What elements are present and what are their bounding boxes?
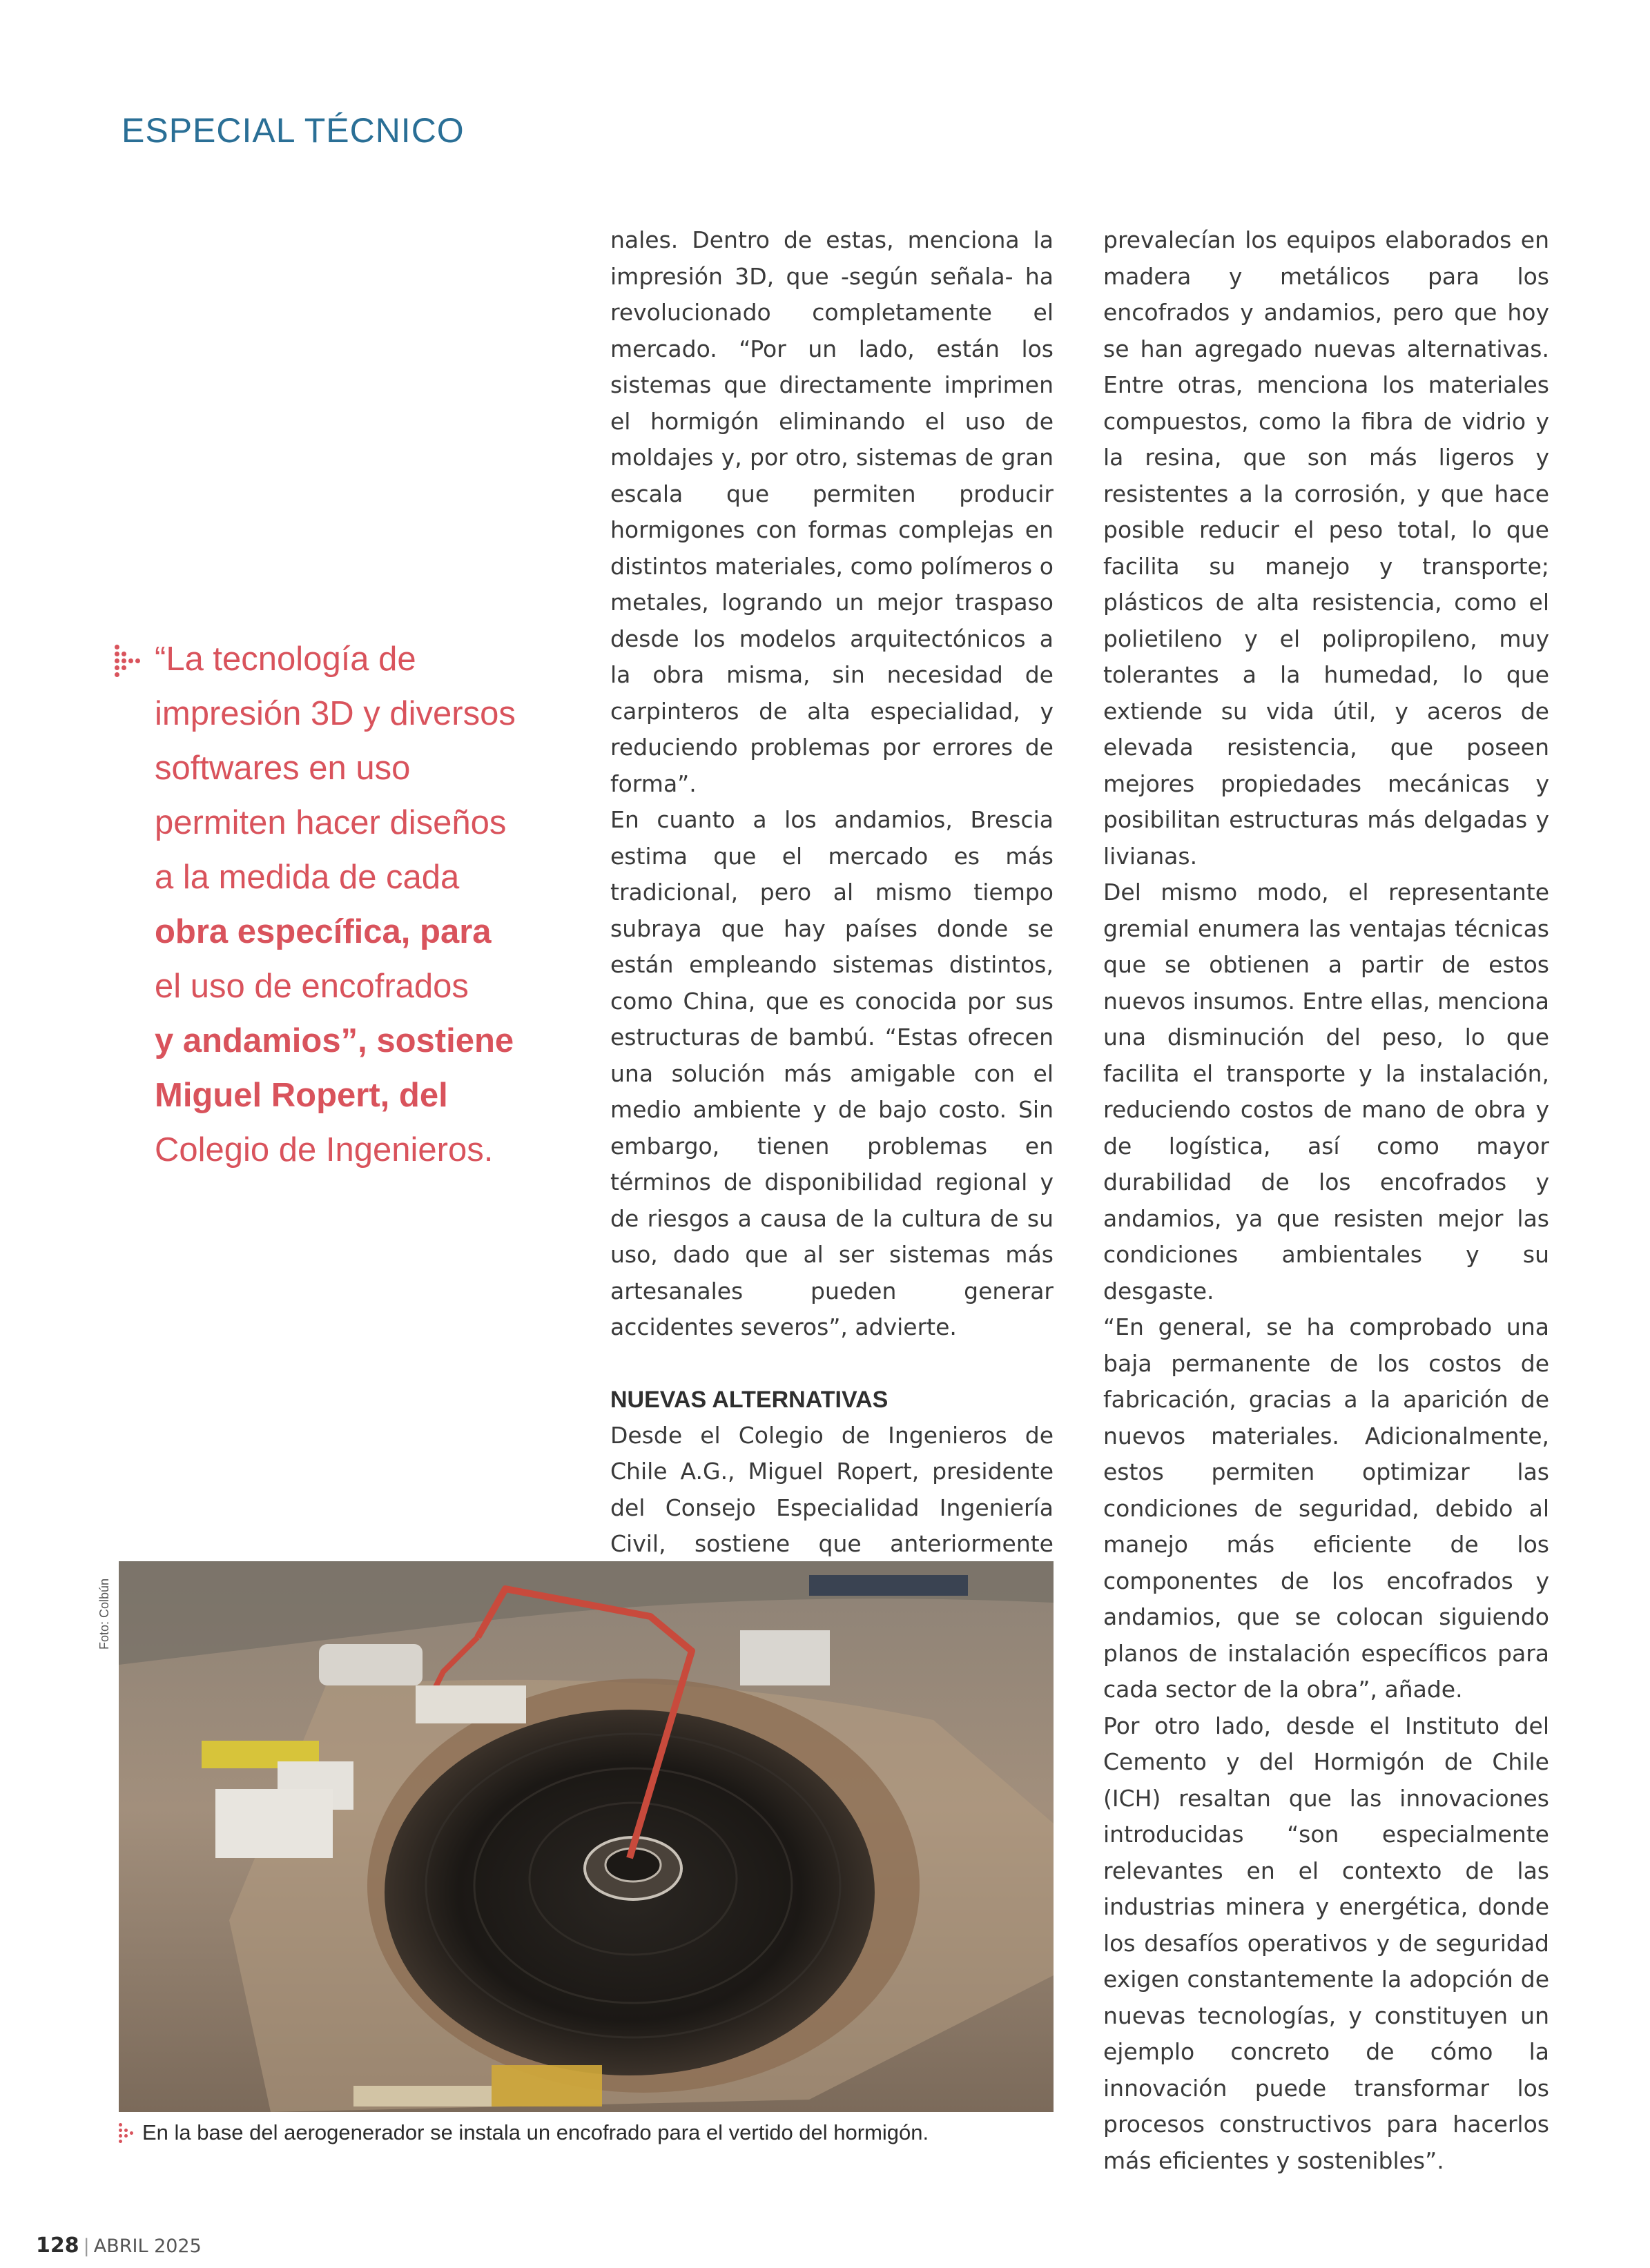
paragraph: “En general, se ha comprobado una baja permanente de los costos de fabricación, gracias a la aparición de nuevos materiales. Adicionalmente, estos permiten optimizar las condiciones de seguridad, debido al manejo más eficiente de los componentes de los encofrados y andamios, que se colocan siguiendo planos de instalación específicos para cada sector de la obra”, añade. [1103,1313,1549,1703]
paragraph: Desde el Colegio de Ingenieros de Chile A.G., Miguel Ropert, presidente del Consejo Especialidad Ingeniería Civil, sostiene que anteriormente [610,1421,1054,1557]
pull-quote-line: “La tecnología de [155,641,416,678]
pull-quote-text [155,632,556,1177]
photo-caption [119,2120,1058,2145]
pull-quote-line: impresión 3D y diversos [155,695,516,732]
aerial-site-image [119,1561,1054,2112]
subheading: NUEVAS ALTERNATIVAS [610,1386,889,1413]
paragraph: En cuanto a los andamios, Brescia estima que el mercado es más tradicional, pero al mismo tiempo subraya que hay países donde se están empleando sistemas distintos, como China, que es conocida por sus estructuras de bambú. “Estas ofrecen una solución más amigable con el medio ambiente y de bajo costo. Sin embargo, tienen problemas en términos de disponibilidad regional y de riesgos a causa de la cultura de su uso, dado que al ser sistemas más artesanales pueden generar accidentes severos”, advierte. [610,806,1054,1340]
pull-quote-line: y andamios”, sostiene [155,1022,514,1059]
construction-photo [119,1561,1054,2112]
paragraph: nales. Dentro de estas, menciona la impresión 3D, que -según señala- ha revolucionado completamente el mercado. “Por un lado, están los sistemas que directamente imprimen el hormigón eliminando el uso de moldajes y, por otro, sistemas de gran escala que permiten producir hormigones con formas complejas en distintos materiales, como polímeros o metales, logrando un mejor traspaso desde los modelos arquitectónicos a la obra misma, sin necesidad de carpinteros de alta especialidad, y reduciendo problemas por errores de forma”. [610,226,1054,797]
dot-arrow-icon [115,645,142,678]
page-footer [36,2233,202,2258]
pull-quote [115,632,556,1177]
pull-quote-line: obra específica, para [155,913,492,950]
photo-credit: Foto: Colbún [97,1578,111,1650]
pull-quote-line: Colegio de Ingenieros. [155,1131,494,1169]
footer-separator: | [83,2236,90,2257]
article-column-2 [610,222,1054,1563]
paragraph: Por otro lado, desde el Instituto del Cemento y del Hormigón de Chile (ICH) resaltan que las innovaciones introducidas “son especialmente relevantes en el contexto de las industrias minera y energética, donde los desafíos operativos y de seguridad exigen constantemente la adopción de nuevas tecnologías, y constituyen un ejemplo concreto de cómo la innovación puede transformar los procesos constructivos para hacerlos más eficientes y sostenibles”. [1103,1712,1549,2174]
caption-text: En la base del aerogenerador se instala un encofrado para el vertido del hormigón. [142,2120,929,2144]
pull-quote-line: el uso de encofrados [155,968,469,1005]
pull-quote-line: permiten hacer diseños [155,804,507,841]
pull-quote-line: softwares en uso [155,750,411,787]
paragraph: prevalecían los equipos elaborados en madera y metálicos para los encofrados y andamios, pero que hoy se han agregado nuevas alternativas. Entre otras, menciona los materiales compuestos, como la fibra de vidrio y la resina, que son más ligeros y resistentes a la corrosión, y que hace posible reducir el peso total, lo que facilita su manejo y transporte; plásticos de alta resistencia, como el polietileno y el polipropileno, muy tolerantes a la humedad, lo que extiende su vida útil, y aceros de elevada resistencia, que poseen mejores propiedades mecánicas y posibilitan estructuras más delgadas y livianas. [1103,226,1549,870]
article-column-3 [1103,222,1549,2179]
pull-quote-line: a la medida de cada [155,859,460,896]
dot-arrow-icon [119,2122,135,2142]
paragraph: Del mismo modo, el representante gremial enumera las ventajas técnicas que se obtienen a partir de estos nuevos insumos. Entre ellas, menciona una disminución del peso, lo que facilita el transporte y la instalación, reduciendo costos de mano de obra y de logística, así como mayor durabilidad de los encofrados y andamios, ya que resisten mejor las condiciones ambientales y su desgaste. [1103,879,1549,1304]
issue-date: ABRIL 2025 [93,2236,202,2257]
page-number: 128 [36,2233,79,2258]
pull-quote-line: Miguel Ropert, del [155,1077,448,1114]
section-title: ESPECIAL TÉCNICO [122,111,465,150]
